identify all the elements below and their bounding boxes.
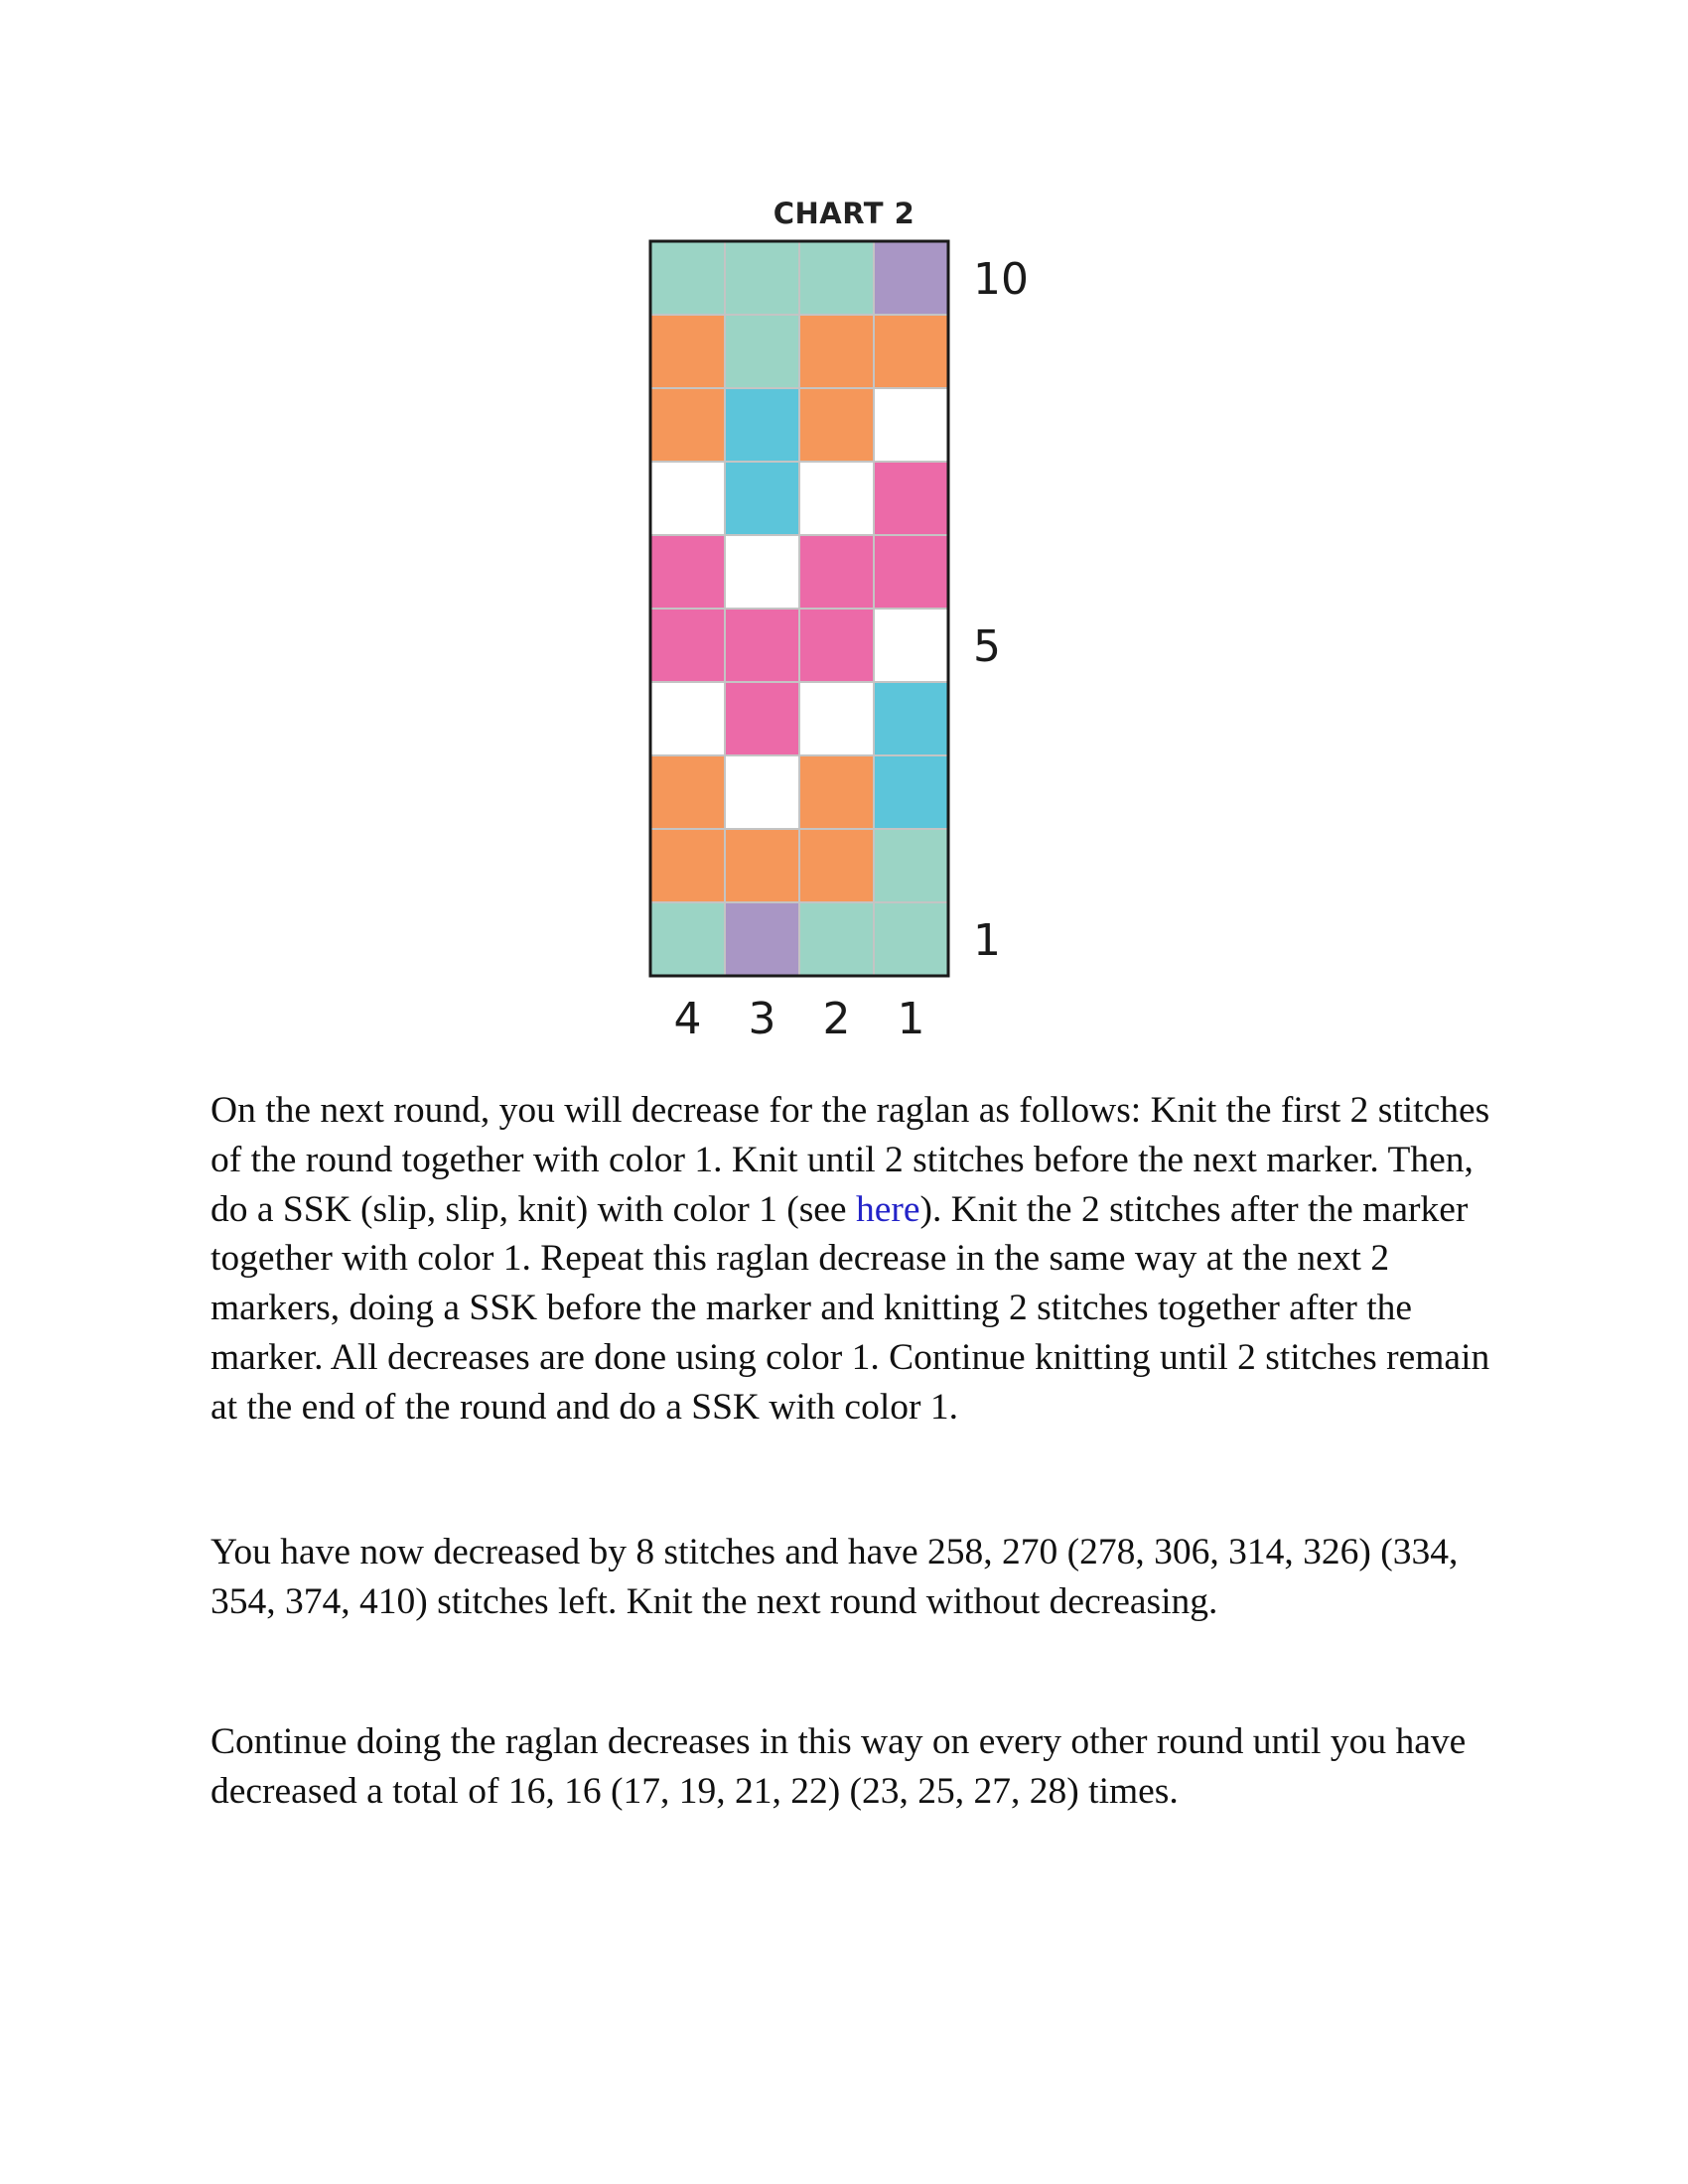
chart-cell-row5-col2 (799, 609, 874, 682)
chart-cell-row2-col1 (874, 829, 948, 902)
row-labels (973, 254, 1029, 966)
paragraph-1-text-end: ). Knit the 2 stitches after the marker together with color 1. Repeat this raglan decrease in the same way at the next 2 markers, doing a SSK before the marker and knitting 2 stitches together after the marker. All decreases are done using color 1. Continue knitting until 2 stitches remain at the end of the round and do a SSK with color 1. (211, 1188, 1490, 1428)
instruction-paragraph-2: You have now decreased by 8 stitches and have 258, 270 (278, 306, 314, 326) (334, 354, 374, 410) stitches left. Knit the next round without decreasing. (211, 1532, 1459, 1622)
chart-cell-row6-col2 (799, 535, 874, 609)
chart-cell-row7-col1 (874, 462, 948, 535)
instruction-paragraph-3: Continue doing the raglan decreases in this way on every other round until you have decreased a total of 16, 16 (17, 19, 21, 22) (23, 25, 27, 28) times. (211, 1721, 1467, 1812)
chart-cell-row10-col4 (650, 241, 725, 315)
column-label-2: 2 (822, 994, 851, 1042)
chart-cell-row8-col2 (799, 388, 874, 462)
chart-cell-row6-col4 (650, 535, 725, 609)
chart-cell-row7-col2 (799, 462, 874, 535)
column-label-3: 3 (748, 994, 776, 1042)
row-label-1: 1 (973, 915, 1001, 966)
column-label-1: 1 (897, 994, 925, 1042)
chart-cell-row8-col3 (725, 388, 799, 462)
chart-cell-row5-col4 (650, 609, 725, 682)
chart-title: CHART 2 (773, 197, 915, 230)
chart-cell-row8-col4 (650, 388, 725, 462)
column-labels (674, 994, 925, 1042)
chart-cell-row6-col3 (725, 535, 799, 609)
instruction-paragraph-1 (211, 1086, 1501, 1433)
chart-cell-row7-col3 (725, 462, 799, 535)
chart-cell-row4-col3 (725, 682, 799, 755)
chart-cell-row1-col4 (650, 902, 725, 976)
here-link[interactable]: here (855, 1188, 920, 1230)
chart-cell-row1-col2 (799, 902, 874, 976)
chart-cell-row9-col4 (650, 315, 725, 388)
chart-cell-row4-col2 (799, 682, 874, 755)
chart-cell-row3-col4 (650, 755, 725, 829)
chart-cell-row1-col1 (874, 902, 948, 976)
chart-cell-row9-col3 (725, 315, 799, 388)
chart-cell-row10-col2 (799, 241, 874, 315)
chart-cell-row5-col3 (725, 609, 799, 682)
chart-cell-row2-col2 (799, 829, 874, 902)
chart-cell-row9-col1 (874, 315, 948, 388)
chart-cell-row10-col1 (874, 241, 948, 315)
chart-cell-row6-col1 (874, 535, 948, 609)
chart-cell-row4-col1 (874, 682, 948, 755)
knitting-chart (635, 228, 1053, 1042)
chart-cell-row5-col1 (874, 609, 948, 682)
chart-cell-row3-col3 (725, 755, 799, 829)
chart-cell-row3-col1 (874, 755, 948, 829)
chart-cell-row1-col3 (725, 902, 799, 976)
chart-cell-row10-col3 (725, 241, 799, 315)
row-label-10: 10 (973, 254, 1029, 305)
paragraph-1-text-start: On the next round, you will decrease for the raglan as follows: Knit the first 2 stitches of the round together with color 1. Knit until 2 stitches before the next marker. Then, do a SSK (slip, slip, knit) with color 1 (see (211, 1090, 1490, 1230)
column-label-4: 4 (673, 994, 702, 1042)
chart-cell-row2-col4 (650, 829, 725, 902)
chart-cell-row2-col3 (725, 829, 799, 902)
chart-cell-row7-col4 (650, 462, 725, 535)
chart-cell-row3-col2 (799, 755, 874, 829)
row-label-5: 5 (973, 621, 1001, 672)
chart-cell-row9-col2 (799, 315, 874, 388)
chart-cell-row4-col4 (650, 682, 725, 755)
chart-cell-row8-col1 (874, 388, 948, 462)
